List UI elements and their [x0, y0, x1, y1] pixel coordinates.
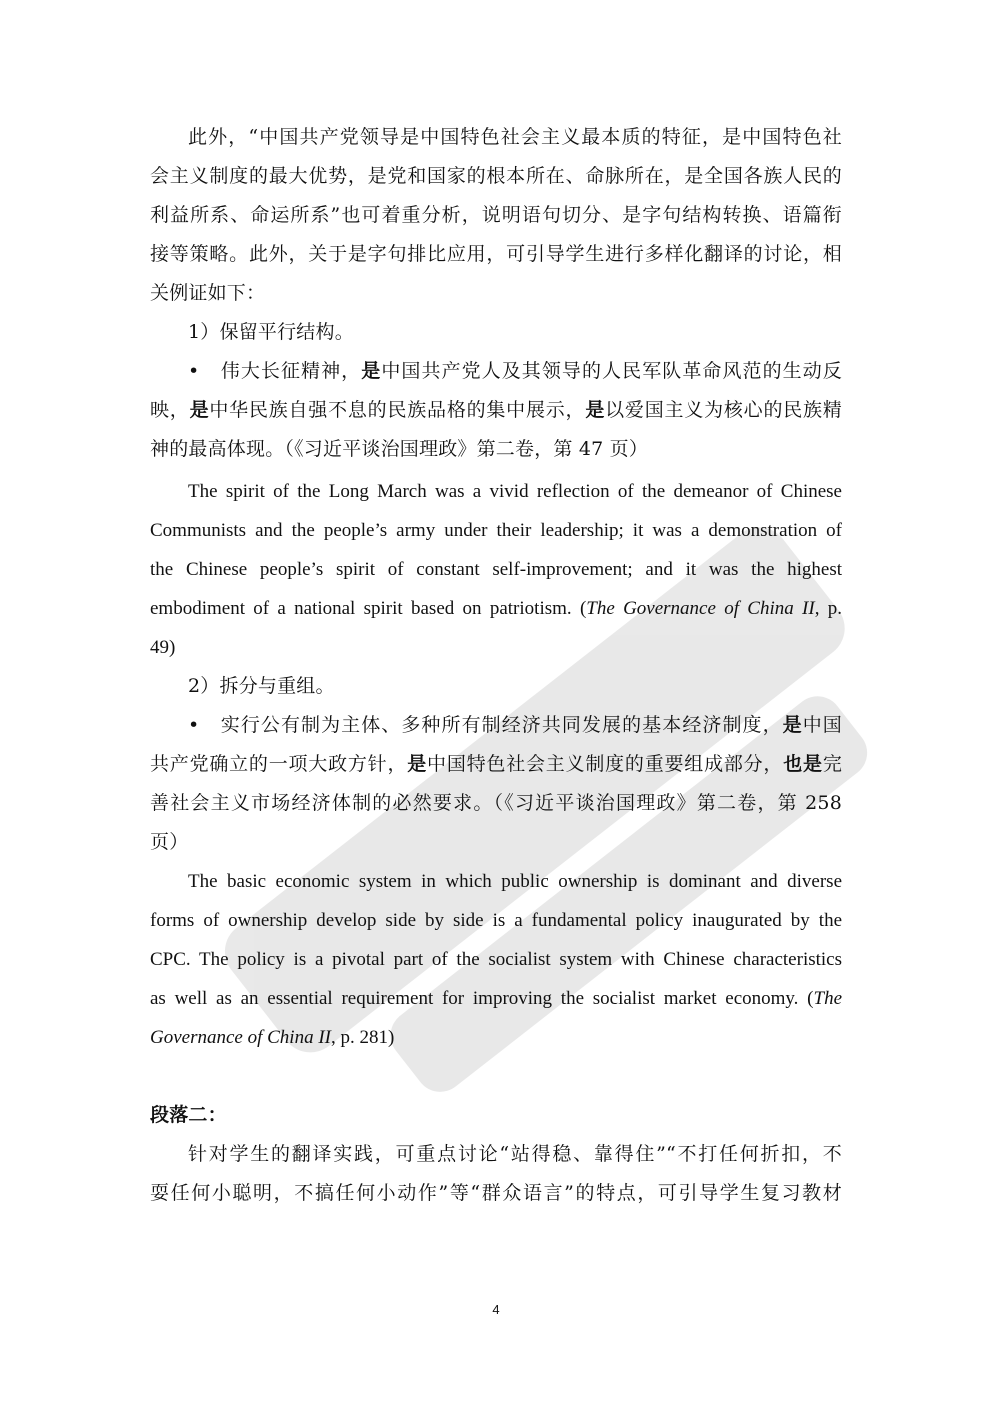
emphasis: 也是	[783, 753, 823, 775]
text-line: 映，是中华民族自强不息的民族品格的集中展示，是以爱国主义为核心的民族精	[150, 399, 843, 421]
text-line: embodiment of a national spirit based on patriotism. (The Governance of China II, p.	[150, 598, 843, 619]
paragraph-intro	[150, 118, 842, 313]
text-line: • 实行公有制为主体、多种所有制经济共同发展的基本经济制度，是中国	[188, 714, 843, 736]
text-line: 耍任何小聪明，不搞任何小动作”等“群众语言”的特点，可引导学生复习教材	[150, 1182, 842, 1204]
emphasis: 是	[407, 753, 428, 775]
text-line: 49)	[150, 637, 176, 658]
list-item-label: 1）保留平行结构。	[188, 321, 354, 343]
bullet-icon: •	[188, 360, 200, 382]
text-line: 会主义制度的最大优势，是党和国家的根本所在、命脉所在，是全国各族人民的	[150, 165, 842, 187]
text-line: 接等策略。此外，关于是字句排比应用，可引导学生进行多样化翻译的讨论，相	[150, 243, 842, 265]
list-item-label: 2）拆分与重组。	[188, 675, 335, 697]
book-title: The	[813, 988, 842, 1009]
text-line: • 伟大长征精神，是中国共产党人及其领导的人民军队革命风范的生动反	[188, 360, 843, 382]
text-line: 神的最高体现。（《习近平谈治国理政》第二卷，第 47 页）	[150, 438, 649, 460]
page-number: 4	[492, 1302, 500, 1317]
example-2-english	[150, 862, 842, 1057]
text-line: forms of ownership develop side by side is a fundamental policy inaugurated by the	[150, 910, 842, 931]
emphasis: 是	[361, 360, 382, 382]
example-1-chinese	[150, 352, 842, 469]
emphasis: 是	[189, 399, 210, 421]
text-line: 利益所系、命运所系”也可着重分析，说明语句切分、是字句结构转换、语篇衔	[150, 204, 842, 226]
emphasis: 是	[782, 714, 803, 736]
book-title: Governance of China II	[150, 1027, 331, 1048]
text-line: 关例证如下：	[150, 282, 266, 304]
book-title: The Governance of China II	[586, 598, 815, 619]
text-line: CPC. The policy is a pivotal part of the socialist system with Chinese characteristics	[150, 949, 842, 970]
text-line: 针对学生的翻译实践，可重点讨论“站得稳、靠得住”“不打任何折扣，不	[188, 1143, 842, 1165]
text-line: 善社会主义市场经济体制的必然要求。（《习近平谈治国理政》第二卷，第 258	[150, 792, 842, 814]
list-item-1-heading	[150, 313, 842, 352]
section-heading: 段落二：	[150, 1104, 227, 1126]
text-line: the Chinese people’s spirit of constant self-improvement; and it was the highest	[150, 559, 842, 580]
example-2-chinese	[150, 706, 842, 862]
emphasis: 是	[585, 399, 606, 421]
text-line: Communists and the people’s army under their leadership; it was a demonstration of	[150, 520, 842, 541]
text-line: 此外，“中国共产党领导是中国特色社会主义最本质的特征，是中国特色社	[188, 126, 842, 148]
section-2	[150, 1096, 842, 1213]
text-line: The basic economic system in which public ownership is dominant and diverse	[188, 871, 842, 892]
list-item-2-heading	[150, 667, 842, 706]
bullet-icon: •	[188, 714, 200, 736]
text-line: The spirit of the Long March was a vivid reflection of the demeanor of Chinese	[188, 481, 842, 502]
text-line: Governance of China II, p. 281)	[150, 1027, 395, 1048]
text-line: 共产党确立的一项大政方针，是中国特色社会主义制度的重要组成部分，也是完	[150, 753, 843, 775]
text-line: 页）	[150, 831, 189, 853]
text-line: as well as an essential requirement for improving the socialist market economy. (The	[150, 988, 842, 1009]
example-1-english	[150, 472, 842, 667]
